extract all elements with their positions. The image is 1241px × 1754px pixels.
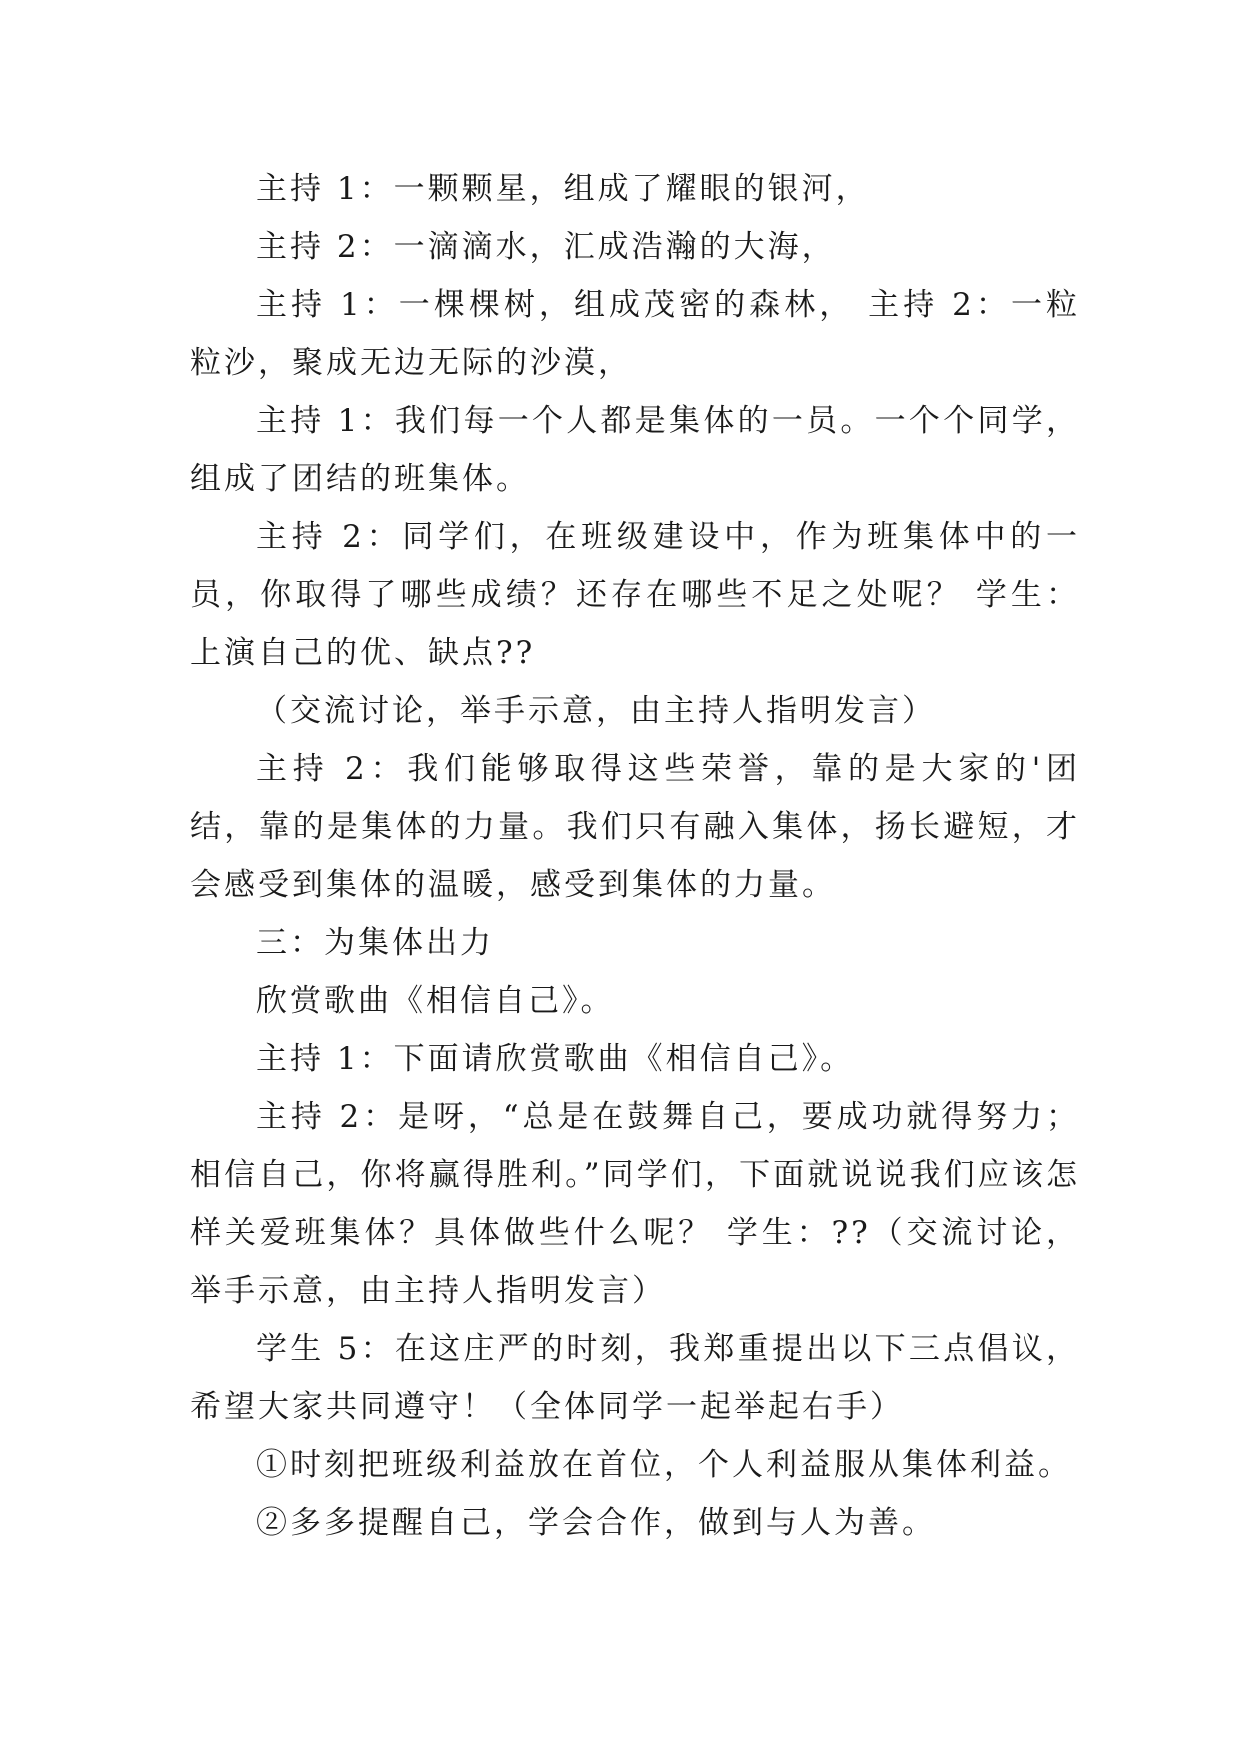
section-heading: 三：为集体出力	[256, 925, 494, 961]
paragraph: 主持 2：一滴滴水，汇成浩瀚的大海，	[256, 229, 836, 265]
list-item: ②多多提醒自己，学会合作，做到与人为善。	[256, 1505, 936, 1541]
paragraph: 主持 1：我们每一个人都是集体的一员。一个个同学，组成了团结的班集体。	[190, 403, 1080, 497]
paragraph: 欣赏歌曲《相信自己》。	[256, 983, 615, 1019]
document-body	[190, 160, 1080, 1552]
paragraph: 主持 2：我们能够取得这些荣誉，靠的是大家的'团结，靠的是集体的力量。我们只有融入集体，扬长避短，才会感受到集体的温暖，感受到集体的力量。	[190, 751, 1080, 903]
paragraph: 主持 1：一颗颗星，组成了耀眼的银河，	[256, 171, 870, 207]
paragraph: 主持 1：下面请欣赏歌曲《相信自己》。	[256, 1041, 855, 1077]
paragraph: 主持 1：一棵棵树，组成茂密的森林， 主持 2：一粒粒沙，聚成无边无际的沙漠，	[190, 287, 1080, 381]
paragraph: 主持 2：是呀，“总是在鼓舞自己，要成功就得努力；相信自己，你将赢得胜利。”同学们，下面就说说我们应该怎样关爱班集体？具体做些什么呢？ 学生：??（交流讨论，举手示意，由主持人指明发言）	[190, 1099, 1080, 1309]
paragraph: （交流讨论，举手示意，由主持人指明发言）	[256, 693, 936, 729]
paragraph: 主持 2：同学们，在班级建设中，作为班集体中的一员，你取得了哪些成绩？还存在哪些不足之处呢？ 学生：上演自己的优、缺点??	[190, 519, 1080, 671]
list-item: ①时刻把班级利益放在首位，个人利益服从集体利益。	[256, 1447, 1072, 1483]
paragraph: 学生 5：在这庄严的时刻，我郑重提出以下三点倡议，希望大家共同遵守！（全体同学一起举起右手）	[190, 1331, 1080, 1425]
